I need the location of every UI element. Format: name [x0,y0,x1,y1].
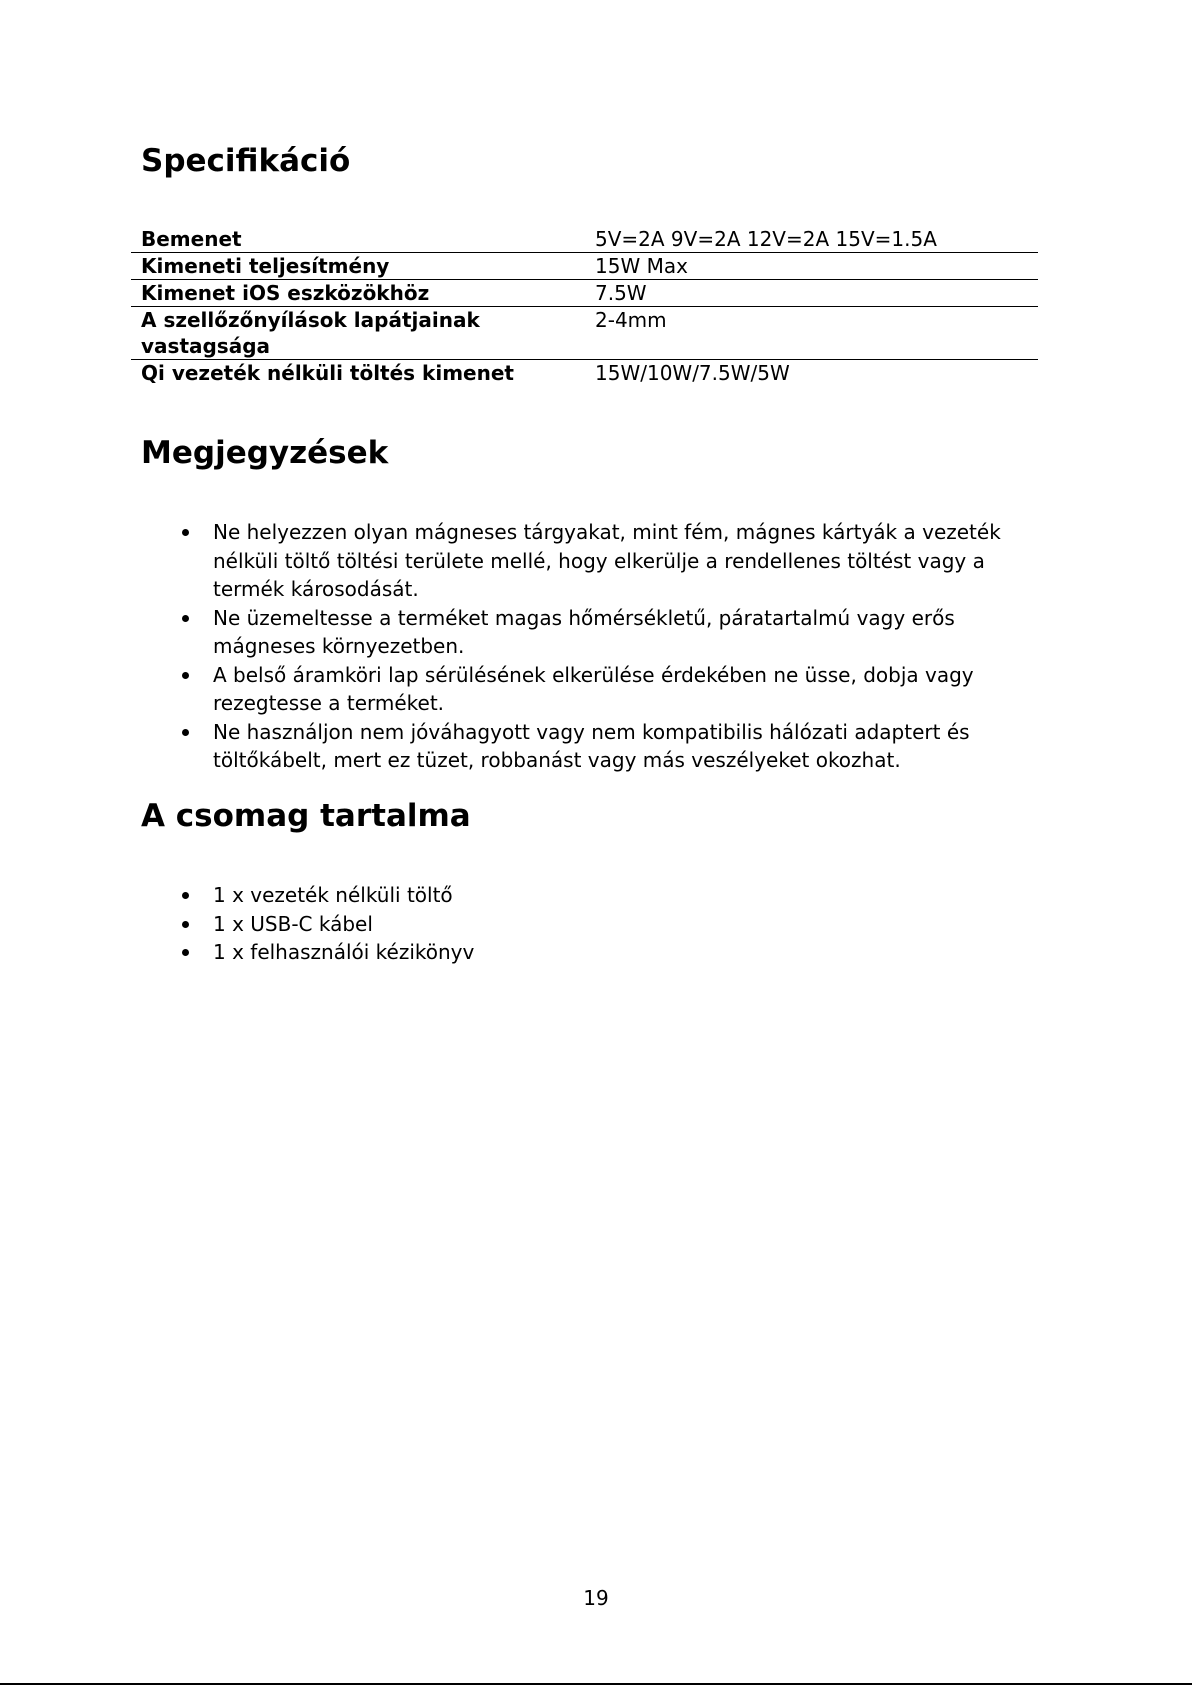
section-title-specification: Specifikáció [141,143,351,179]
list-item: A belső áramköri lap sérülésének elkerülése érdekében ne üsse, dobja vagy rezegtesse a terméket. [141,661,1011,718]
list-item: Ne üzemeltesse a terméket magas hőmérsékletű, páratartalmú vagy erős mágneses környezetben. [141,604,1011,661]
spec-label: Qi vezeték nélküli töltés kimenet [131,360,585,387]
page-number: 19 [583,1586,609,1610]
spec-value: 15W Max [585,253,1038,280]
table-row [131,360,1038,387]
list-item: Ne helyezzen olyan mágneses tárgyakat, mint fém, mágnes kártyák a vezeték nélküli töltő töltési területe mellé, hogy elkerülje a rendellenes töltést vagy a termék károsodását. [141,518,1011,604]
spec-label: Bemenet [141,227,242,251]
notes-list [141,518,1011,775]
specification-table [131,226,1038,386]
spec-label: Kimeneti teljesítmény [131,253,585,280]
table-row [131,307,1038,360]
list-item: 1 x USB-C kábel [141,910,1011,939]
table-row [131,280,1038,307]
table-row [131,226,1038,253]
section-title-package-contents: A csomag tartalma [141,798,471,834]
spec-value: 2-4mm [585,307,1038,360]
list-item: Ne használjon nem jóváhagyott vagy nem kompatibilis hálózati adaptert és töltőkábelt, mert ez tüzet, robbanást vagy más veszélyeket okozhat. [141,718,1011,775]
list-item: 1 x vezeték nélküli töltő [141,881,1011,910]
spec-value: 15W/10W/7.5W/5W [585,360,1038,387]
spec-label: Kimenet iOS eszközökhöz [131,280,585,307]
package-contents-list [141,881,1011,967]
spec-value: 5V=2A 9V=2A 12V=2A 15V=1.5A [595,227,937,251]
list-item: 1 x felhasználói kézikönyv [141,938,1011,967]
section-title-notes: Megjegyzések [141,435,389,471]
spec-label: A szellőzőnyílások lapátjainak vastagsága [131,307,585,360]
spec-value: 7.5W [585,280,1038,307]
table-row [131,253,1038,280]
